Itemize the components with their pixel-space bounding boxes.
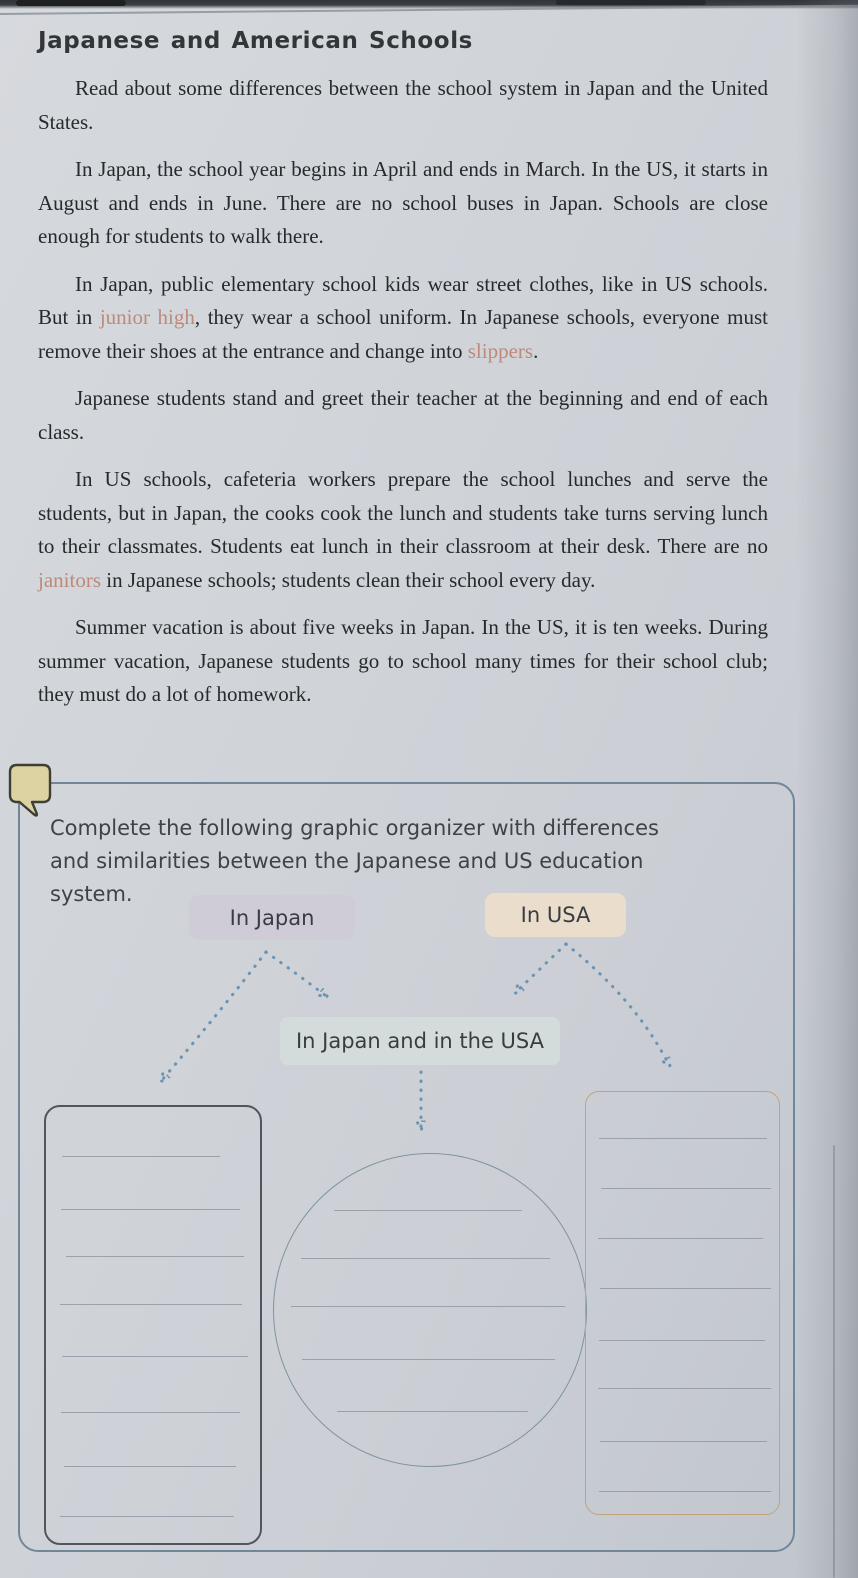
blank-writing-line bbox=[599, 1340, 765, 1341]
blank-writing-line bbox=[334, 1210, 522, 1211]
graphic-organizer-box bbox=[18, 782, 795, 1552]
blank-writing-line bbox=[600, 1288, 771, 1289]
usa-writing-box bbox=[585, 1091, 780, 1515]
blank-writing-line bbox=[61, 1412, 240, 1413]
passage-text: Japanese students stand and greet their teacher at the beginning and end of each class. bbox=[38, 386, 768, 444]
photo-top-edge-mark bbox=[556, 0, 706, 5]
blank-writing-line bbox=[598, 1388, 771, 1389]
passage-text: Summer vacation is about five weeks in Japan. In the US, it is ten weeks. During summer vacation, Japanese students go to school many times for their school club; they must do a lot of homework. bbox=[38, 615, 768, 706]
passage-title: Japanese and American Schools bbox=[38, 28, 473, 54]
blank-writing-line bbox=[62, 1356, 248, 1357]
passage-text: In Japan, the school year begins in April and ends in March. In the US, it starts in August and ends in June. There are no school buses in Japan. Schools are close enough for students to walk there. bbox=[38, 157, 768, 248]
passage-text: , they wear a school uniform. In Japanese schools, everyone must remove their shoes at the entrance and change into bbox=[38, 305, 768, 363]
passage-paragraph bbox=[38, 463, 768, 597]
blank-writing-line bbox=[291, 1306, 565, 1307]
passage-paragraph bbox=[38, 382, 768, 449]
label-in-japan: In Japan bbox=[189, 895, 355, 940]
blank-writing-line bbox=[62, 1156, 220, 1157]
blank-writing-line bbox=[599, 1491, 771, 1492]
photo-top-edge bbox=[0, 0, 858, 9]
passage-paragraph bbox=[38, 153, 768, 254]
passage-paragraph bbox=[38, 268, 768, 369]
passage-paragraph bbox=[38, 611, 768, 712]
label-in-japan-and-usa: In Japan and in the USA bbox=[280, 1017, 560, 1065]
blank-writing-line bbox=[64, 1466, 236, 1467]
passage-text: In Japan, public elementary school kids wear street clothes, like in US schools. But in bbox=[38, 271, 768, 329]
blank-writing-line bbox=[61, 1209, 240, 1210]
organizer-instruction: Complete the following graphic organizer with differences and similarities between the Japanese and US education system. bbox=[50, 816, 659, 906]
photo-top-edge-mark bbox=[16, 0, 126, 6]
both-writing-circle bbox=[273, 1153, 587, 1467]
blank-writing-line bbox=[60, 1304, 242, 1305]
highlighted-word: junior high bbox=[99, 305, 195, 329]
highlighted-word: janitors bbox=[38, 567, 101, 592]
blank-writing-line bbox=[302, 1359, 555, 1360]
passage-text: . bbox=[533, 338, 539, 363]
passage-text: in Japanese schools; students clean their school every day. bbox=[101, 567, 596, 592]
japan-writing-box bbox=[44, 1105, 262, 1545]
page-right-shadow bbox=[796, 0, 858, 1578]
passage-text: In US schools, cafeteria workers prepare the school lunches and serve the students, but in Japan, the cooks cook the lunch and students take turns serving lunch to their classmates. Students eat lunch in their classroom at their desk. There are no bbox=[38, 467, 768, 558]
blank-writing-line bbox=[600, 1441, 767, 1442]
blank-writing-line bbox=[601, 1188, 771, 1189]
blank-writing-line bbox=[599, 1138, 767, 1139]
label-in-usa: In USA bbox=[485, 893, 626, 937]
reading-passage bbox=[38, 28, 768, 712]
blank-writing-line bbox=[301, 1258, 550, 1259]
highlighted-word: slippers bbox=[467, 338, 534, 363]
blank-writing-line bbox=[337, 1411, 528, 1412]
blank-writing-line bbox=[66, 1256, 244, 1257]
passage-intro: Read about some differences between the school system in Japan and the United States. bbox=[38, 76, 768, 134]
blank-writing-line bbox=[60, 1516, 234, 1517]
blank-writing-line bbox=[598, 1238, 763, 1239]
page-fold-line bbox=[833, 1145, 835, 1578]
